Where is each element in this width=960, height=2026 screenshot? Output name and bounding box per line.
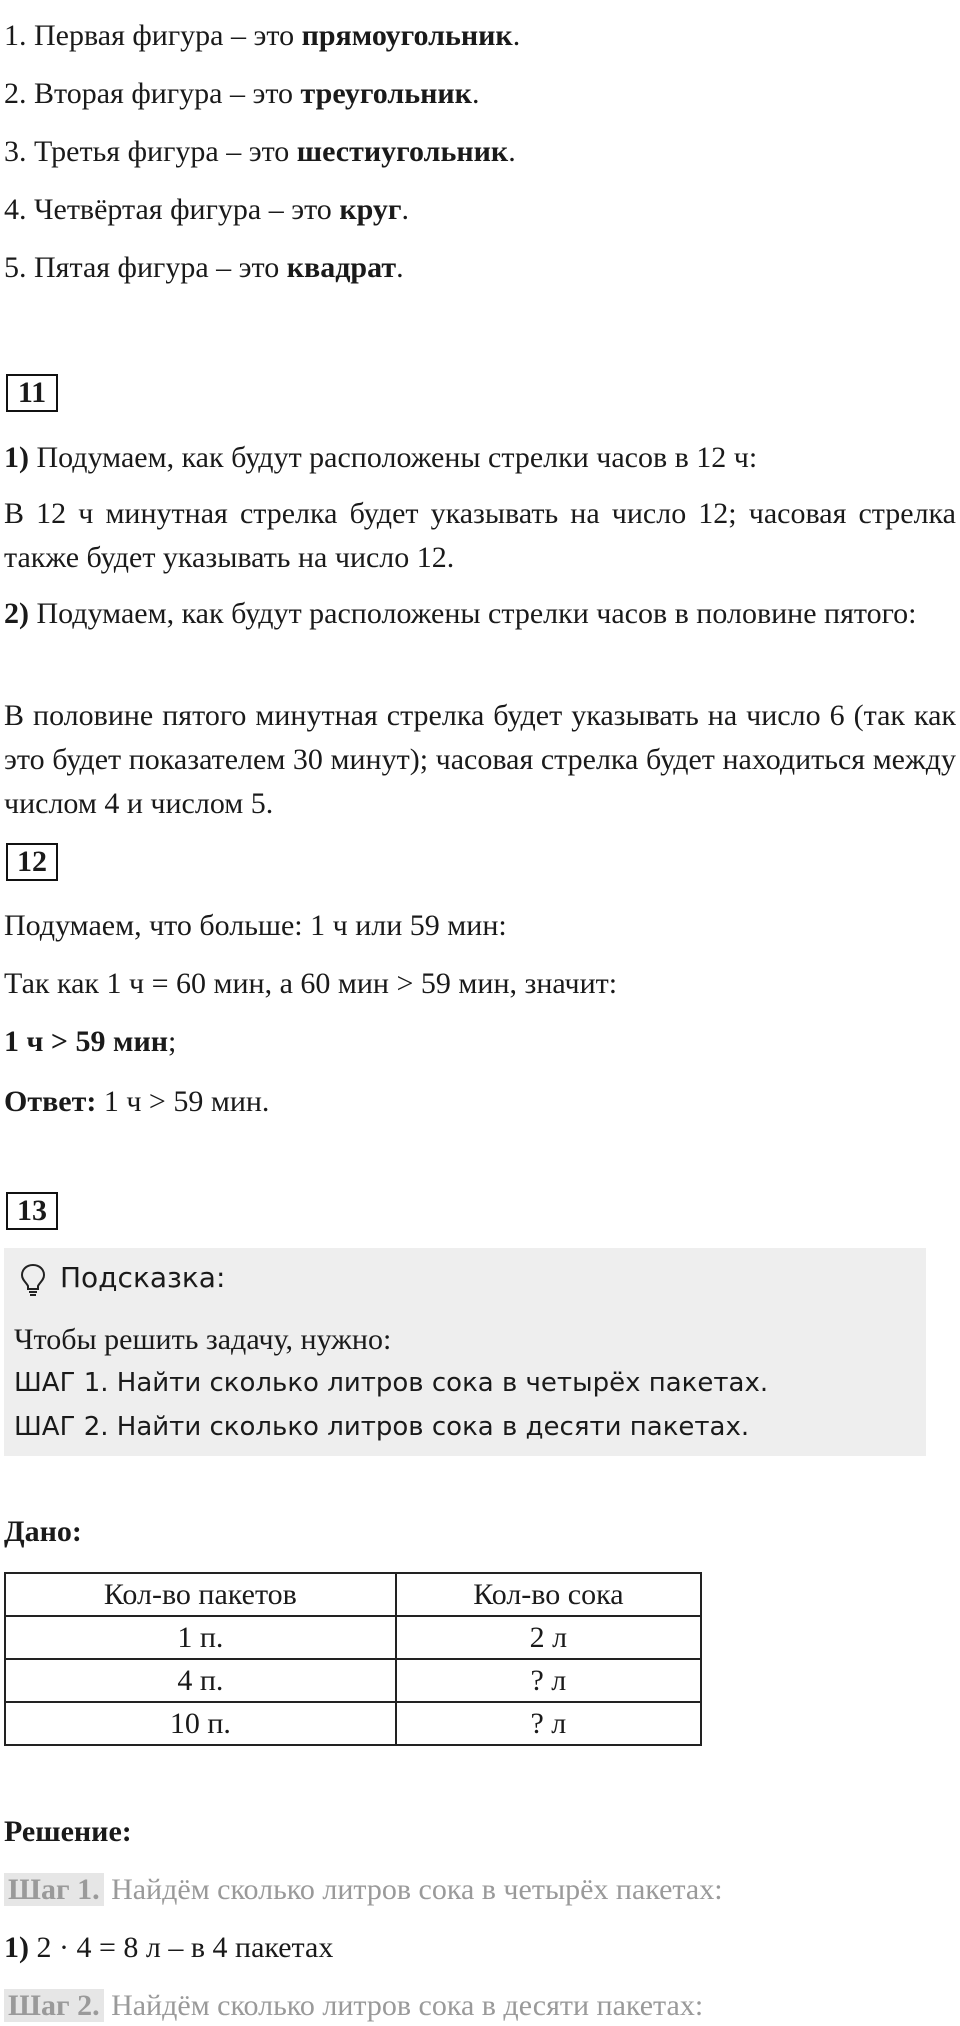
- table-cell: 10 п.: [5, 1702, 396, 1745]
- solution-step-1: Шаг 1. Найдём сколько литров сока в четырёх пакетах:: [4, 1872, 723, 1908]
- table-cell: ? л: [396, 1702, 701, 1745]
- table-row: [5, 1659, 701, 1702]
- task12-line-2: Так как 1 ч = 60 мин, а 60 мин > 59 мин, значит:: [4, 967, 618, 1000]
- figure-item-5: 5. Пятая фигура – это квадрат.: [4, 251, 404, 284]
- task12-line-3: 1 ч > 59 мин;: [4, 1025, 177, 1058]
- task11-question-1: 1) Подумаем, как будут расположены стрелки часов в 12 ч:: [4, 441, 758, 474]
- task-number-11: 11: [6, 374, 58, 412]
- task11-question-2: 2) Подумаем, как будут расположены стрелки часов в половине пятого:: [4, 597, 917, 630]
- table-row: [5, 1702, 701, 1745]
- table-header-row: [5, 1573, 701, 1616]
- task11-answer-2: В половине пятого минутная стрелка будет указывать на число 6 (так как это будет показателем 30 минут); часовая стрелка будет находиться между числом 4 и числом 5.: [4, 699, 956, 820]
- task-number-12: 12: [6, 843, 58, 881]
- table-cell: 4 п.: [5, 1659, 396, 1702]
- task12-line-1: Подумаем, что больше: 1 ч или 59 мин:: [4, 909, 507, 942]
- solution-calc-1: 1) 2 · 4 = 8 л – в 4 пакетах: [4, 1931, 334, 1964]
- lightbulb-icon: [18, 1262, 48, 1298]
- table-header-cell: Кол-во сока: [396, 1573, 701, 1616]
- figure-item-1: 1. Первая фигура – это прямоугольник.: [4, 19, 521, 52]
- table-cell: 2 л: [396, 1616, 701, 1659]
- figure-item-3: 3. Третья фигура – это шестиугольник.: [4, 135, 516, 168]
- table-row: [5, 1616, 701, 1659]
- task-number-13: 13: [6, 1192, 58, 1230]
- hint-title: Подсказка:: [60, 1261, 226, 1294]
- figure-item-2: 2. Вторая фигура – это треугольник.: [4, 77, 480, 110]
- hint-box: [4, 1248, 926, 1456]
- hint-step-1: ШАГ 1. Найти сколько литров сока в четырёх пакетах.: [14, 1368, 769, 1398]
- table-cell: ? л: [396, 1659, 701, 1702]
- hint-step-2: ШАГ 2. Найти сколько литров сока в десяти пакетах.: [14, 1412, 750, 1442]
- solution-label: Решение:: [4, 1815, 132, 1848]
- solution-step-2: Шаг 2. Найдём сколько литров сока в десяти пакетах:: [4, 1988, 703, 2024]
- table-header-cell: Кол-во пакетов: [5, 1573, 396, 1616]
- hint-intro: Чтобы решить задачу, нужно:: [14, 1323, 392, 1356]
- figure-item-4: 4. Четвёртая фигура – это круг.: [4, 193, 410, 226]
- given-table: [4, 1572, 702, 1746]
- task12-answer: Ответ: 1 ч > 59 мин.: [4, 1085, 270, 1118]
- table-cell: 1 п.: [5, 1616, 396, 1659]
- task11-answer-1: В 12 ч минутная стрелка будет указывать на число 12; часовая стрелка также будет указывать на число 12.: [4, 497, 956, 574]
- given-label: Дано:: [4, 1515, 82, 1548]
